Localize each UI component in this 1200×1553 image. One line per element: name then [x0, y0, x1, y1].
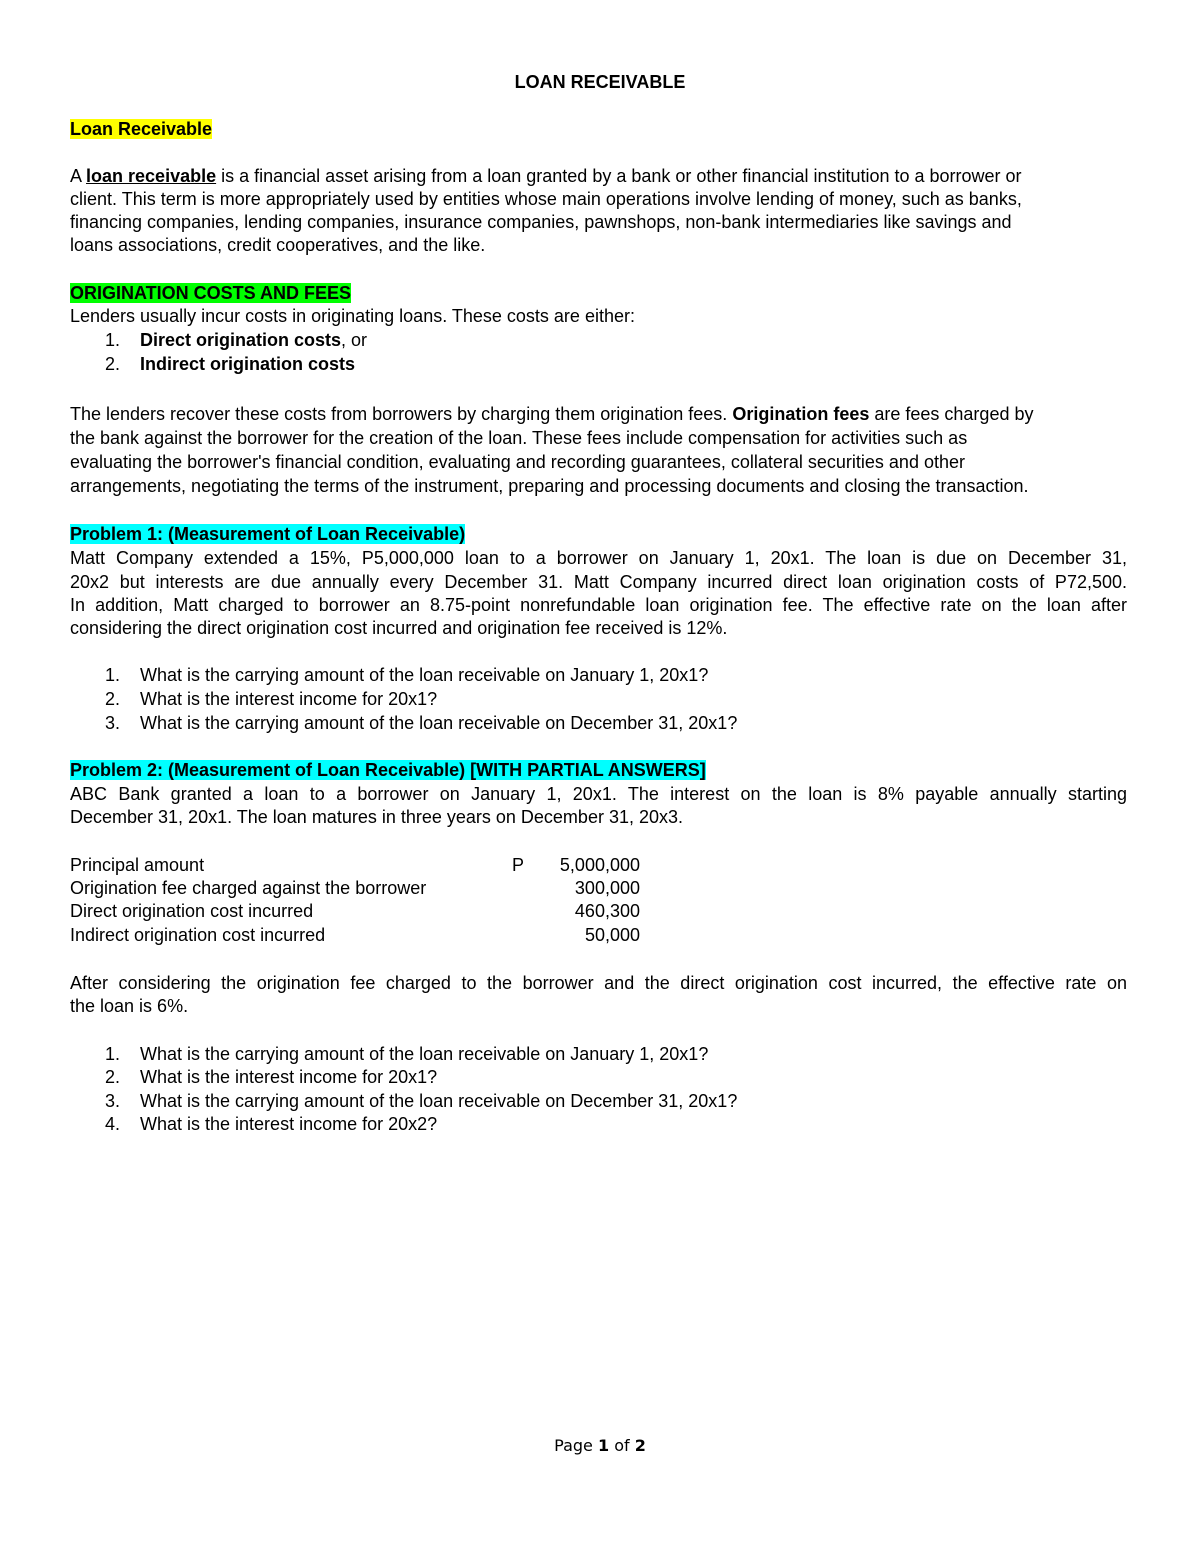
question-number: 3. [105, 1091, 121, 1111]
section-heading-loan-receivable [70, 118, 212, 140]
heading-highlight: Loan Receivable [70, 119, 213, 139]
question-text: What is the interest income for 20x2? [140, 1114, 438, 1134]
paragraph-line: client. This term is more appropriately used by entities whose main operations involve lending of money, such as banks, [70, 189, 1022, 209]
problem2-heading [70, 759, 706, 781]
text-run: The lenders recover these costs from borrowers by charging them origination fees. [70, 404, 728, 424]
defined-term: Origination fees [732, 404, 870, 424]
list-number: 1. [105, 330, 121, 350]
document-title: LOAN RECEIVABLE [514, 72, 686, 92]
list-item-rest: , or [341, 330, 368, 350]
table-row-currency: P [512, 855, 525, 875]
page-footer [0, 1435, 1200, 1457]
list-item [140, 329, 367, 351]
paragraph-line: loans associations, credit cooperatives, and the like. [70, 235, 486, 255]
problem1-line: In addition, Matt charged to borrower an 8.75-point nonrefundable loan origination fee. The effective rate on the loan after [70, 595, 1127, 615]
text-run: are fees charged by [874, 404, 1034, 424]
text-run: is a financial asset arising from a loan granted by a bank or other financial institution to a borrower or [221, 166, 1022, 186]
section-heading-origination [70, 282, 351, 304]
table-row-amount: 50,000 [584, 925, 640, 945]
problem1-line: Matt Company extended a 15%, P5,000,000 loan to a borrower on January 1, 20x1. The loan is due on December 31, [70, 548, 1127, 568]
table-row-amount: 460,300 [574, 901, 640, 921]
question-number: 4. [105, 1114, 121, 1134]
problem2-after-line: After considering the origination fee charged to the borrower and the direct origination cost incurred, the effective rate on [70, 973, 1127, 993]
paragraph-line: evaluating the borrower's financial condition, evaluating and recording guarantees, collateral securities and other [70, 452, 965, 472]
paragraph-line: the bank against the borrower for the creation of the loan. These fees include compensation for activities such as [70, 428, 968, 448]
problem2-after-line: the loan is 6%. [70, 996, 189, 1016]
question-number: 1. [105, 665, 121, 685]
paragraph-line [70, 403, 1033, 425]
table-row-label: Indirect origination cost incurred [70, 925, 326, 945]
question-text: What is the interest income for 20x1? [140, 689, 438, 709]
question-number: 2. [105, 689, 121, 709]
page-current: 1 [597, 1436, 610, 1455]
paragraph-line [70, 165, 1022, 187]
heading-highlight: Problem 2: (Measurement of Loan Receivable) [WITH PARTIAL ANSWERS] [70, 760, 706, 780]
page-of: of [609, 1436, 635, 1455]
table-row-label: Origination fee charged against the borrower [70, 878, 427, 898]
text-run: A [70, 166, 82, 186]
heading-highlight: Problem 1: (Measurement of Loan Receivable) [70, 524, 466, 544]
list-item-bold: Direct origination costs [140, 330, 342, 350]
intro-line: Lenders usually incur costs in originating loans. These costs are either: [70, 306, 635, 326]
page-total: 2 [634, 1436, 646, 1455]
question-text: What is the interest income for 20x1? [140, 1067, 438, 1087]
problem2-line: December 31, 20x1. The loan matures in three years on December 31, 20x3. [70, 807, 684, 827]
table-row-amount: 300,000 [574, 878, 640, 898]
list-number: 2. [105, 354, 121, 374]
table-row-label: Direct origination cost incurred [70, 901, 314, 921]
table-row-label: Principal amount [70, 855, 205, 875]
list-item [140, 353, 355, 375]
problem1-heading [70, 523, 465, 545]
table-row-amount: 5,000,000 [559, 855, 640, 875]
question-number: 3. [105, 713, 121, 733]
problem1-line: 20x2 but interests are due annually every December 31. Matt Company incurred direct loan origination costs of P72,500. [70, 572, 1127, 592]
paragraph-line: arrangements, negotiating the terms of the instrument, preparing and processing documents and closing the transaction. [70, 476, 1029, 496]
page-label: Page [554, 1436, 598, 1455]
paragraph-line: financing companies, lending companies, insurance companies, pawnshops, non-bank intermediaries like savings and [70, 212, 1012, 232]
problem2-line: ABC Bank granted a loan to a borrower on January 1, 20x1. The interest on the loan is 8% payable annually starting [70, 784, 1127, 804]
list-item-bold: Indirect origination costs [140, 354, 356, 374]
question-text: What is the carrying amount of the loan receivable on December 31, 20x1? [140, 1091, 738, 1111]
problem1-line: considering the direct origination cost incurred and origination fee received is 12%. [70, 618, 728, 638]
question-text: What is the carrying amount of the loan receivable on January 1, 20x1? [140, 665, 709, 685]
heading-highlight: ORIGINATION COSTS AND FEES [70, 283, 352, 303]
question-number: 2. [105, 1067, 121, 1087]
question-text: What is the carrying amount of the loan receivable on January 1, 20x1? [140, 1044, 709, 1064]
question-text: What is the carrying amount of the loan receivable on December 31, 20x1? [140, 713, 738, 733]
question-number: 1. [105, 1044, 121, 1064]
defined-term: loan receivable [86, 166, 217, 186]
